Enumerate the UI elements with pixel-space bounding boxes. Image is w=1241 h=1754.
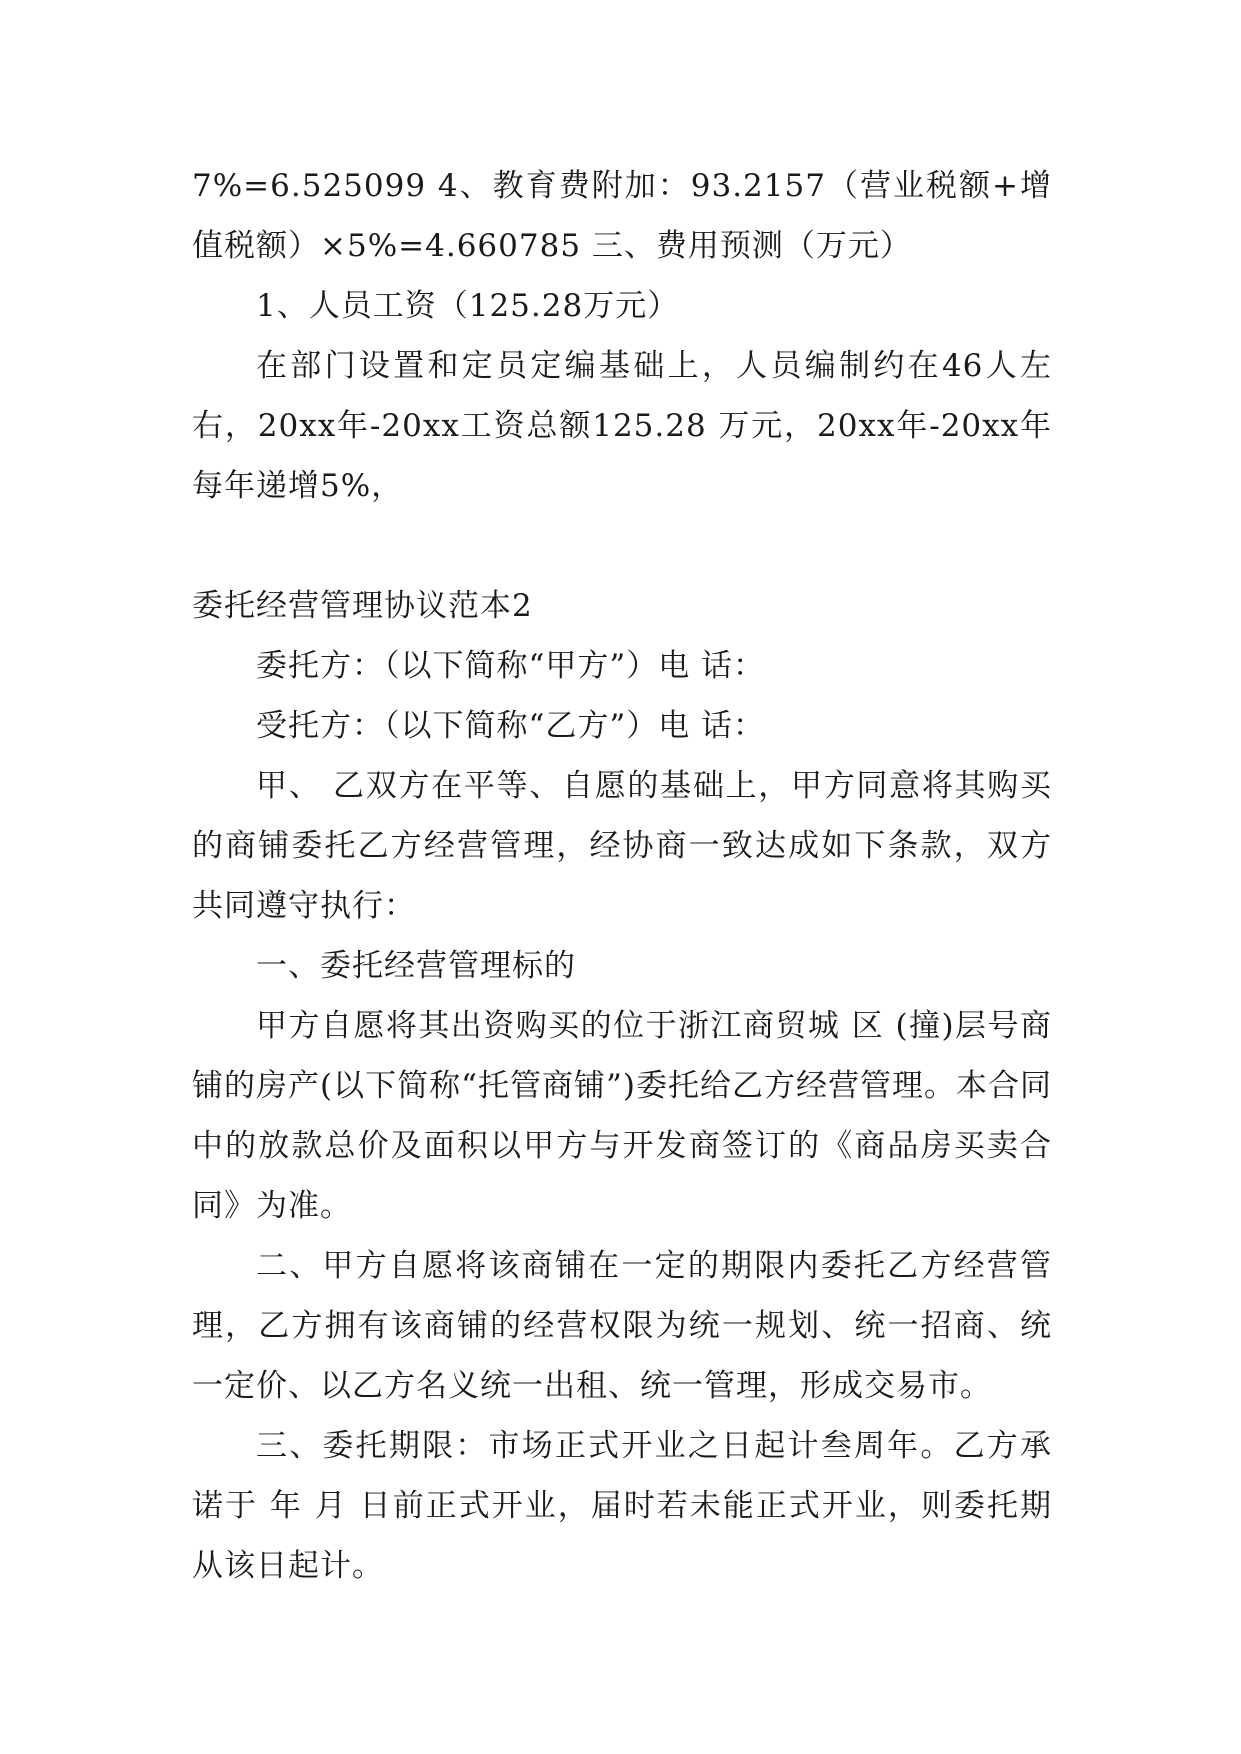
- paragraph-staff-wages-detail: 在部门设置和定员定编基础上，人员编制约在46人左右，20xx年-20xx工资总额125.28 万元，20xx年-20xx年每年递增5%，: [192, 348, 1052, 504]
- clause-1-body: 甲方自愿将其出资购买的位于浙江商贸城 区 (撞)层号商铺的房产(以下简称“托管商铺”)委托给乙方经营管理。本合同中的放款总价及面积以甲方与开发商签订的《商品房买卖合同》为准。: [192, 1008, 1052, 1224]
- paragraph-agent: 受托方：（以下简称“乙方”）电 话：: [256, 708, 766, 744]
- document-body: [192, 156, 1052, 1596]
- section-title: 委托经营管理协议范本2: [192, 588, 533, 624]
- clause-2-body: 二、甲方自愿将该商铺在一定的期限内委托乙方经营管理，乙方拥有该商铺的经营权限为统一规划、统一招商、统一定价、以乙方名义统一出租、统一管理，形成交易市。: [192, 1248, 1052, 1404]
- clause-1-heading: 一、委托经营管理标的: [256, 948, 576, 984]
- paragraph-staff-wages-heading: 1、人员工资（125.28万元）: [256, 288, 680, 324]
- paragraph-preamble: 甲、 乙双方在平等、自愿的基础上，甲方同意将其购买的商铺委托乙方经营管理，经协商一致达成如下条款，双方共同遵守执行：: [192, 768, 1052, 924]
- paragraph-tax-calculation: 7%=6.525099 4、教育费附加：93.2157（营业税额+增值税额）×5%=4.660785 三、费用预测（万元）: [192, 168, 1052, 264]
- clause-3-body: 三、委托期限：市场正式开业之日起计叁周年。乙方承诺于 年 月 日前正式开业，届时若未能正式开业，则委托期从该日起计。: [192, 1428, 1052, 1584]
- section-spacer: [192, 516, 1052, 576]
- paragraph-principal: 委托方：（以下简称“甲方”）电 话：: [256, 648, 766, 684]
